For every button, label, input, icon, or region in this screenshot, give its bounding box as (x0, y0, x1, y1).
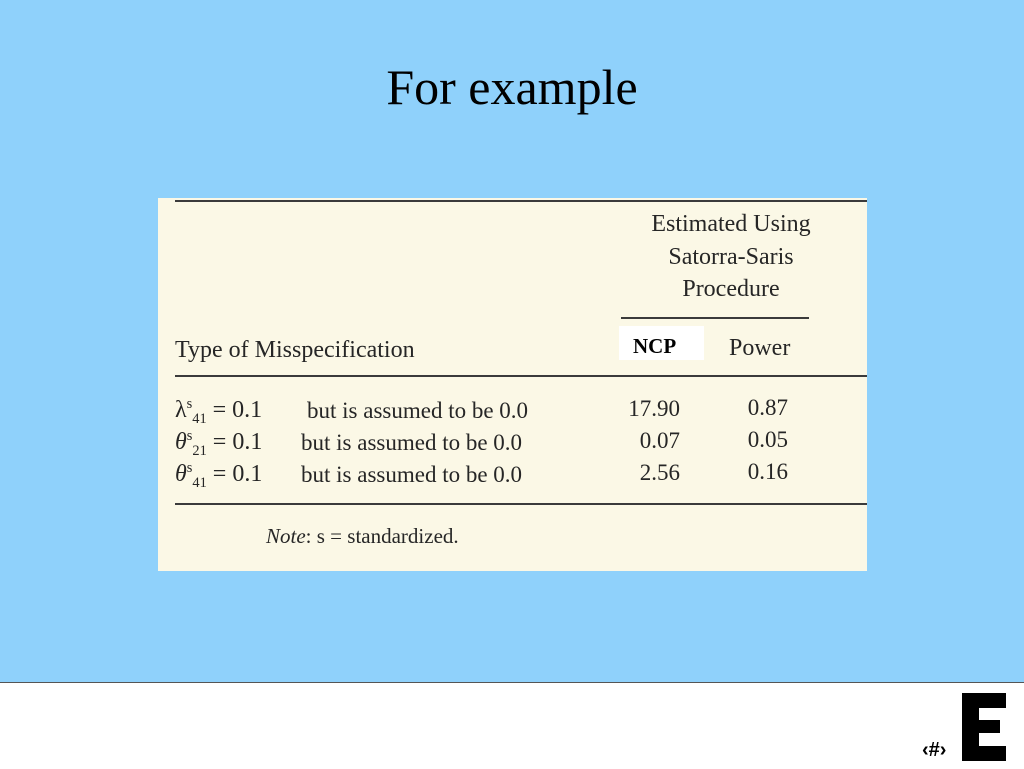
bottom-rule (175, 503, 867, 505)
slide-title: For example (386, 59, 638, 115)
row-condition: but is assumed to be 0.0 (301, 430, 523, 455)
row-symbol: $\theta^s_{21} = 0.1$ (175, 428, 263, 459)
row-power: 0.16 (747, 459, 788, 484)
group-header-rule (621, 317, 809, 319)
table-image (158, 198, 867, 571)
row-ncp: 2.56 (639, 460, 680, 485)
row-power: 0.05 (747, 427, 788, 452)
slide-footer (0, 682, 1024, 769)
column-header-type: Type of Misspecification (175, 337, 415, 363)
row-ncp: 0.07 (639, 428, 680, 453)
row-power: 0.87 (747, 395, 788, 420)
column-header-power: Power (729, 335, 791, 361)
row-symbol: $\lambda^s_{41} = 0.1$ (175, 396, 263, 427)
table-note: Note: s = standardized. (266, 524, 459, 548)
top-rule (175, 200, 867, 202)
row-symbol: $\theta^s_{41} = 0.1$ (175, 460, 263, 491)
row-condition: but is assumed to be 0.0 (301, 462, 523, 487)
group-header-line-2: Satorra-Saris (668, 244, 794, 270)
row-ncp: 17.90 (628, 396, 680, 421)
column-header-ncp: NCP (633, 334, 677, 358)
group-header-line-1: Estimated Using (651, 211, 811, 237)
slide-number: ‹#› (922, 739, 947, 761)
header-rule (175, 375, 867, 377)
group-header-line-3: Procedure (682, 276, 780, 302)
row-condition: but is assumed to be 0.0 (307, 398, 529, 423)
e-logo-icon (958, 689, 1010, 765)
